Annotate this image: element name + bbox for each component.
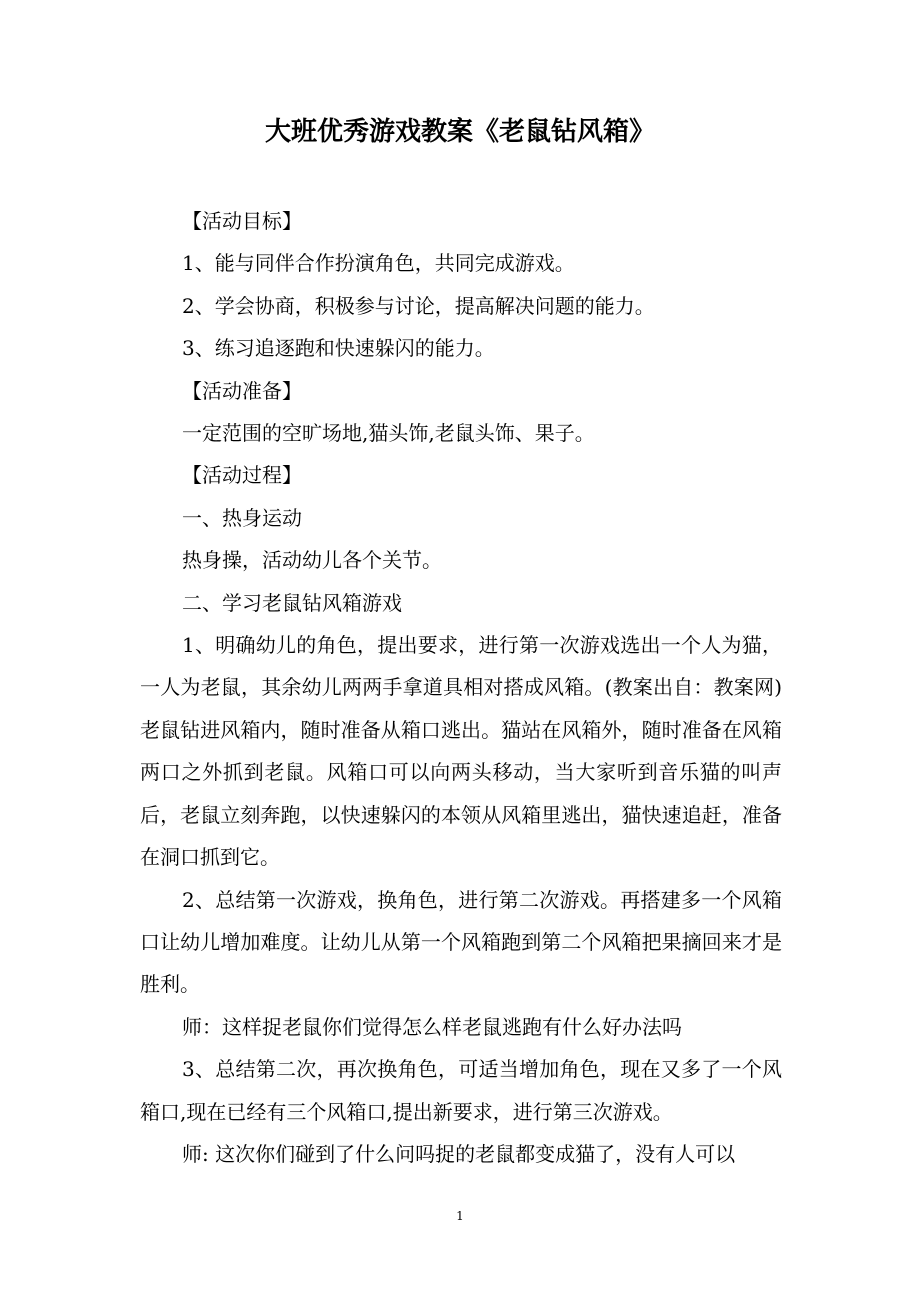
warmup-text: 热身操，活动幼儿各个关节。 [182,548,442,573]
preparation-text: 一定范围的空旷场地,猫头饰,老鼠头饰、果子。 [182,421,595,446]
step-heading-warmup: 一、热身运动 [182,505,302,530]
section-heading-goals: 【活动目标】 [182,209,302,233]
goal-item-1: 1、能与同伴合作扮演角色，共同完成游戏。 [182,251,575,276]
document-body [140,200,782,1175]
goal-item-3: 3、练习追逐跑和快速躲闪的能力。 [182,336,495,361]
document-title: 大班优秀游戏教案《老鼠钻风箱》 [264,117,655,147]
page-number: 1 [456,1209,464,1223]
section-heading-preparation: 【活动准备】 [182,378,302,403]
goal-item-2: 2、学会协商，积极参与讨论，提高解决问题的能力。 [182,293,655,318]
teacher-question-2: 师: 这次你们碰到了什么问吗捉的老鼠都变成猫了，没有人可以 [182,1141,736,1166]
game-round-2-text: 2、总结第一次游戏，换角色，进行第二次游戏。再搭建多一个风箱口让幼儿增加难度。让幼儿从第一个风箱跑到第二个风箱把果摘回来才是胜利。 [140,887,782,997]
game-round-3-text: 3、总结第二次，再次换角色，可适当增加角色，现在又多了一个风箱口,现在已经有三个风箱口,提出新要求，进行第三次游戏。 [140,1057,782,1124]
game-round-1-text: 1、明确幼儿的角色，提出要求，进行第一次游戏选出一个人为猫，一人为老鼠，其余幼儿两两手拿道具相对搭成风箱。(教案出自：教案网)老鼠钻进风箱内，随时准备从箱口逃出。猫站在风箱外，随时准备在风箱两口之外抓到老鼠。风箱口可以向两头移动，当大家听到音乐猫的叫声后，老鼠立刻奔跑，以快速躲闪的本领从风箱里逃出，猫快速追赶，准备在洞口抓到它。 [140,633,782,870]
step-heading-game: 二、学习老鼠钻风箱游戏 [182,590,402,615]
section-heading-process: 【活动过程】 [182,463,302,488]
teacher-question-1: 师：这样捉老鼠你们觉得怎么样老鼠逃跑有什么好办法吗 [182,1014,682,1039]
